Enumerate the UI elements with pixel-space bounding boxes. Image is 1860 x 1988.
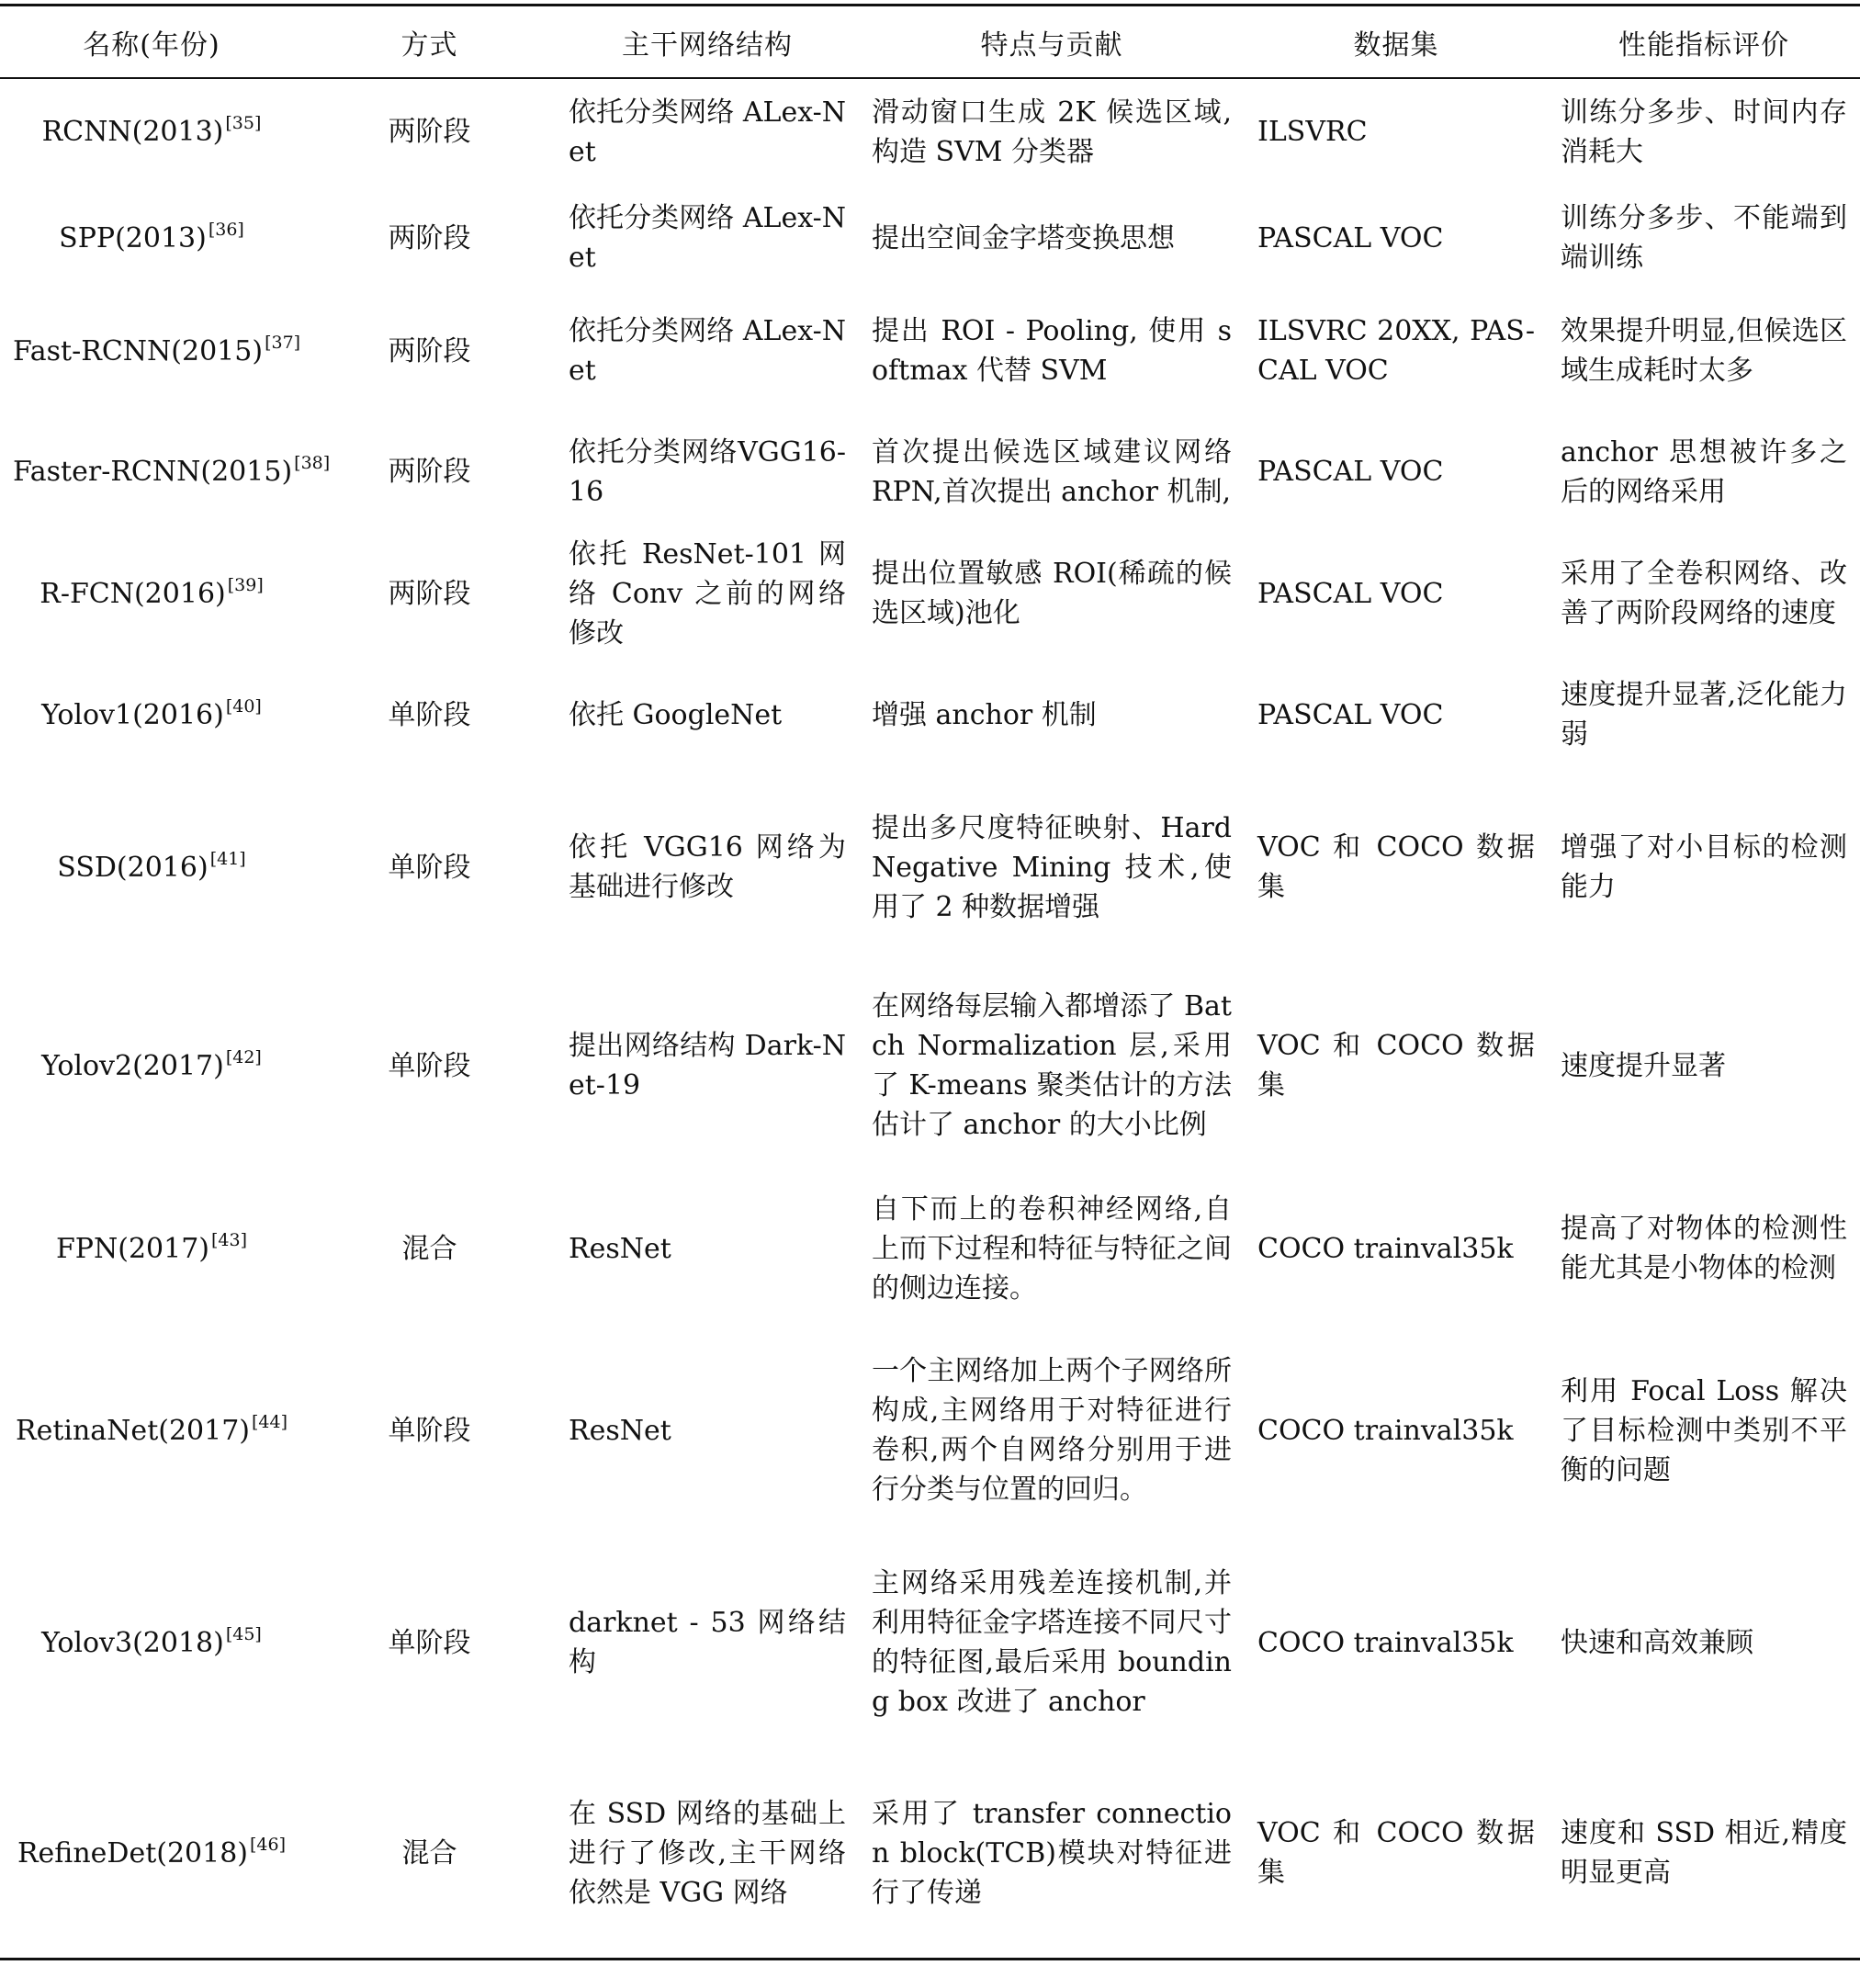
- reference-number: [41]: [209, 848, 246, 869]
- cell-features: 主网络采用残差连接机制,并利用特征金字塔连接不同尺寸的特征图,最后采用 bounding box 改进了 anchor: [872, 1567, 1232, 1718]
- cell-name: [0, 1325, 303, 1536]
- cell-evaluation: 训练分多步、不能端到端训练: [1561, 202, 1847, 274]
- table-row: [0, 654, 1860, 775]
- cell-name: [0, 775, 303, 959]
- cell-features: 在网络每层输入都增添了 Batch Normalization 层,采用了 K-means 聚类估计的方法估计了 anchor 的大小比例: [872, 990, 1232, 1141]
- cell-backbone: 依托 VGG16 网络为基础进行修改: [569, 831, 846, 903]
- cell-name: [0, 78, 303, 185]
- cell-dataset: ILSVRC: [1257, 116, 1368, 148]
- cell-backbone: ResNet: [569, 1232, 671, 1265]
- reference-number: [37]: [265, 332, 301, 353]
- header-name-year: 名称(年份): [0, 6, 303, 79]
- cell-mode: 混合: [401, 1836, 457, 1869]
- cell-backbone: 提出网络结构 Dark-Net-19: [569, 1030, 846, 1101]
- cell-name: [0, 533, 303, 654]
- cell-mode: 单阶段: [388, 1626, 471, 1659]
- cell-mode: 单阶段: [388, 1049, 471, 1082]
- cell-mode: 两阶段: [388, 116, 471, 148]
- cell-backbone: darknet - 53 网络结构: [569, 1607, 846, 1678]
- table-row: [0, 1325, 1860, 1536]
- cell-name: [0, 411, 331, 533]
- header-features: 特点与贡献: [859, 6, 1245, 79]
- cell-mode: 单阶段: [388, 1414, 471, 1447]
- cell-name: [0, 291, 303, 411]
- cell-features: 首次提出候选区域建议网络 RPN,首次提出 anchor 机制,: [872, 435, 1232, 508]
- cell-evaluation: 增强了对小目标的检测能力: [1561, 831, 1847, 903]
- cell-features: 提出多尺度特征映射、Hard Negative Mining 技术,使用了 2 种数据增强: [872, 811, 1232, 923]
- reference-number: [45]: [225, 1623, 262, 1644]
- header-backbone: 主干网络结构: [556, 6, 859, 79]
- method-name: Yolov2(2017): [41, 1049, 224, 1082]
- cell-dataset: VOC 和 COCO 数据集: [1257, 1817, 1535, 1890]
- method-name: SSD(2016): [57, 851, 209, 884]
- reference-number: [35]: [225, 113, 262, 133]
- method-name: Yolov3(2018): [41, 1626, 224, 1659]
- detection-methods-table: [0, 4, 1860, 1960]
- method-name: R-FCN(2016): [39, 577, 226, 610]
- cell-features: 采用了 transfer connection block(TCB)模块对特征进行了传递: [872, 1797, 1232, 1909]
- cell-name: [0, 959, 303, 1172]
- cell-dataset: PASCAL VOC: [1257, 577, 1444, 610]
- cell-backbone: 依托分类网络VGG16-16: [569, 435, 846, 508]
- table-row: [0, 959, 1860, 1172]
- cell-evaluation: 速度提升显著: [1561, 1049, 1726, 1082]
- reference-number: [40]: [225, 695, 262, 717]
- header-evaluation: 性能指标评价: [1548, 6, 1860, 79]
- cell-mode: 单阶段: [388, 698, 471, 731]
- method-name: RetinaNet(2017): [15, 1414, 250, 1447]
- cell-mode: 两阶段: [388, 456, 471, 488]
- table-row: [0, 775, 1860, 959]
- header-dataset: 数据集: [1245, 6, 1548, 79]
- cell-dataset: PASCAL VOC: [1257, 456, 1444, 488]
- cell-evaluation: 效果提升明显,但候选区域生成耗时太多: [1561, 315, 1847, 387]
- cell-name: [0, 1536, 303, 1749]
- cell-features: 提出 ROI - Pooling, 使用 softmax 代替 SVM: [872, 315, 1232, 387]
- table-row: [0, 185, 1860, 291]
- cell-mode: 混合: [401, 1232, 457, 1265]
- cell-dataset: COCO trainval35k: [1257, 1232, 1514, 1265]
- cell-mode: 单阶段: [388, 851, 471, 884]
- table-row: [0, 411, 1860, 533]
- method-name: Faster-RCNN(2015): [13, 456, 293, 488]
- table-row: [0, 533, 1860, 654]
- reference-number: [38]: [294, 453, 331, 473]
- cell-backbone: 依托 GoogleNet: [569, 698, 783, 731]
- reference-number: [44]: [252, 1411, 288, 1432]
- cell-evaluation: 训练分多步、时间内存消耗大: [1561, 96, 1847, 168]
- cell-features: 提出位置敏感 ROI(稀疏的候选区域)池化: [872, 558, 1232, 629]
- cell-backbone: 依托 ResNet-101 网络 Conv 之前的网络修改: [569, 537, 846, 649]
- cell-dataset: PASCAL VOC: [1257, 221, 1444, 254]
- cell-dataset: VOC 和 COCO 数据集: [1257, 1030, 1535, 1101]
- cell-mode: 两阶段: [388, 221, 471, 254]
- method-name: Fast-RCNN(2015): [13, 334, 264, 367]
- cell-features: 增强 anchor 机制: [872, 698, 1097, 731]
- cell-name: [0, 654, 303, 775]
- cell-features: 提出空间金字塔变换思想: [872, 221, 1175, 254]
- table-row: [0, 1172, 1860, 1325]
- cell-features: 滑动窗口生成 2K 候选区域,构造 SVM 分类器: [872, 96, 1232, 168]
- table-row: [0, 1536, 1860, 1749]
- cell-name: [0, 1172, 303, 1325]
- cell-backbone: 在 SSD 网络的基础上进行了修改,主干网络依然是 VGG 网络: [569, 1797, 846, 1909]
- cell-backbone: 依托分类网络 ALex-Net: [569, 96, 846, 168]
- cell-features: 一个主网络加上两个子网络所构成,主网络用于对特征进行卷积,两个自网络分别用于进行分类与位置的回归。: [872, 1355, 1232, 1506]
- method-name: Yolov1(2016): [41, 698, 224, 731]
- cell-dataset: VOC 和 COCO 数据集: [1257, 831, 1535, 903]
- table-header-row: [0, 6, 1860, 79]
- reference-number: [46]: [250, 1834, 287, 1855]
- cell-mode: 两阶段: [388, 334, 471, 367]
- cell-name: [0, 1749, 303, 1959]
- cell-evaluation: 速度和 SSD 相近,精度明显更高: [1561, 1817, 1847, 1890]
- cell-evaluation: anchor 思想被许多之后的网络采用: [1561, 435, 1847, 508]
- cell-evaluation: 快速和高效兼顾: [1561, 1626, 1753, 1659]
- cell-evaluation: 利用 Focal Loss 解决了目标检测中类别不平衡的问题: [1561, 1374, 1847, 1486]
- reference-number: [42]: [225, 1046, 262, 1067]
- cell-dataset: COCO trainval35k: [1257, 1626, 1514, 1659]
- cell-evaluation: 速度提升显著,泛化能力弱: [1561, 679, 1847, 751]
- cell-backbone: ResNet: [569, 1414, 671, 1447]
- cell-dataset: ILSVRC 20XX, PAS-CAL VOC: [1257, 315, 1535, 387]
- cell-features: 自下而上的卷积神经网络,自上而下过程和特征与特征之间的侧边连接。: [872, 1192, 1232, 1305]
- cell-evaluation: 采用了全卷积网络、改善了两阶段网络的速度: [1561, 558, 1847, 629]
- cell-name: [0, 185, 303, 291]
- reference-number: [43]: [211, 1229, 248, 1250]
- table-row: [0, 78, 1860, 185]
- method-name: RefineDet(2018): [17, 1836, 249, 1869]
- cell-evaluation: 提高了对物体的检测性能尤其是小物体的检测: [1561, 1213, 1847, 1284]
- table-row: [0, 291, 1860, 411]
- method-name: SPP(2013): [59, 221, 207, 254]
- cell-mode: 两阶段: [388, 577, 471, 610]
- table-row: [0, 1749, 1860, 1959]
- method-name: RCNN(2013): [41, 116, 224, 148]
- reference-number: [36]: [208, 219, 244, 240]
- header-mode: 方式: [303, 6, 556, 79]
- cell-dataset: COCO trainval35k: [1257, 1414, 1514, 1447]
- cell-backbone: 依托分类网络 ALex-Net: [569, 202, 846, 274]
- cell-dataset: PASCAL VOC: [1257, 698, 1444, 731]
- cell-backbone: 依托分类网络 ALex-Net: [569, 315, 846, 387]
- reference-number: [39]: [227, 574, 264, 595]
- method-name: FPN(2017): [55, 1232, 209, 1265]
